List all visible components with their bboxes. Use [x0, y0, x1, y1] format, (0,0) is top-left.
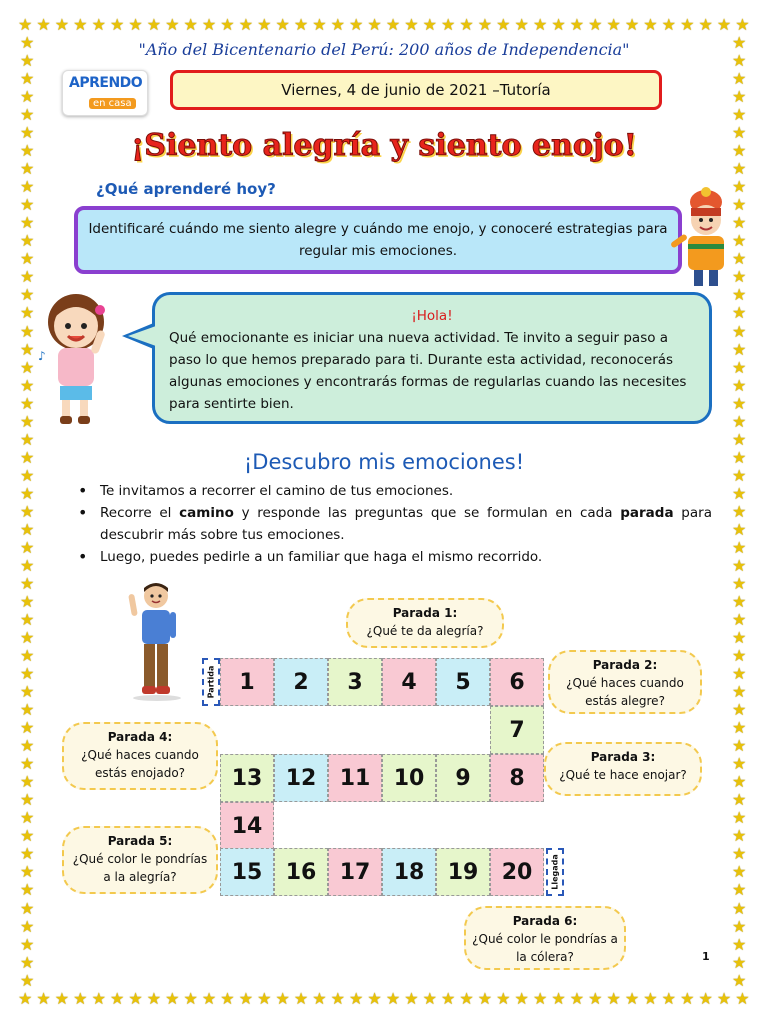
star-icon: ★: [20, 898, 35, 918]
star-icon: ★: [293, 989, 309, 1008]
star-icon: ★: [20, 303, 35, 323]
instruction-text: y responde las preguntas que se formulan en cada: [233, 505, 621, 521]
star-icon: ★: [257, 15, 272, 34]
star-icon: ★: [732, 646, 747, 666]
star-icon: ★: [732, 213, 747, 233]
star-icon: ★: [20, 682, 35, 702]
star-icon: ★: [20, 700, 35, 720]
board-cell: 11: [328, 754, 382, 802]
star-icon: ★: [588, 989, 603, 1008]
stop-question: ¿Qué te hace enojar?: [559, 768, 687, 782]
star-icon: ★: [551, 989, 566, 1008]
national-motto: "Año del Bicentenario del Perú: 200 años de Independencia": [138, 40, 630, 59]
section-title: ¡Descubro mis emociones!: [243, 450, 525, 474]
star-icon: ★: [551, 15, 566, 34]
star-icon: ★: [404, 15, 419, 34]
board-cell: 4: [382, 658, 436, 706]
star-icon: ★: [20, 952, 35, 972]
stop-title: Parada 3:: [590, 750, 656, 764]
star-icon: ★: [20, 285, 35, 305]
star-icon: ★: [73, 989, 88, 1008]
star-icon: ★: [20, 610, 35, 629]
stop-title: Parada 1:: [392, 606, 458, 620]
speech-bubble-tail-inner: [128, 326, 156, 346]
star-icon: ★: [732, 105, 747, 125]
board-cell: 15: [220, 848, 274, 896]
stop-6-bubble: [464, 906, 626, 970]
page-title: ¡Siento alegría y siento enojo!: [131, 128, 637, 163]
stop-5-bubble: [62, 826, 218, 894]
star-icon: ★: [20, 447, 35, 467]
star-icon: ★: [20, 664, 35, 684]
star-icon: ★: [732, 51, 747, 71]
star-icon: ★: [20, 159, 35, 179]
star-icon: ★: [643, 15, 658, 34]
star-icon: ★: [606, 989, 621, 1008]
star-icon: ★: [367, 15, 382, 34]
star-icon: ★: [732, 790, 747, 810]
board-cell: 1: [220, 658, 274, 706]
star-icon: ★: [20, 339, 35, 359]
star-icon: ★: [20, 808, 35, 828]
star-icon: ★: [732, 123, 747, 143]
girl-illustration-icon: [34, 290, 124, 426]
star-icon: ★: [732, 501, 747, 521]
instruction-bold-camino: camino: [179, 505, 234, 521]
star-icon: ★: [109, 989, 125, 1008]
star-icon: ★: [732, 700, 747, 720]
star-icon: ★: [54, 989, 70, 1008]
star-icon: ★: [732, 844, 747, 864]
board-cell: 3: [328, 658, 382, 706]
star-icon: ★: [732, 862, 747, 882]
star-icon: ★: [732, 87, 747, 107]
star-icon: ★: [732, 934, 747, 954]
star-icon: ★: [20, 141, 35, 161]
star-icon: ★: [146, 989, 162, 1008]
star-border-left: [20, 34, 34, 990]
page-number: 1: [702, 950, 710, 963]
star-icon: ★: [735, 989, 750, 1008]
star-icon: ★: [20, 537, 35, 557]
star-icon: ★: [569, 15, 585, 34]
star-icon: ★: [293, 15, 309, 34]
star-icon: ★: [532, 15, 548, 34]
star-icon: ★: [732, 33, 747, 52]
stop-title: Parada 2:: [592, 658, 658, 672]
star-icon: ★: [20, 862, 35, 882]
star-icon: ★: [385, 989, 401, 1008]
star-icon: ★: [496, 15, 511, 34]
board-cell: 9: [436, 754, 490, 802]
instruction-item: [76, 480, 712, 502]
star-icon: ★: [732, 177, 747, 197]
star-icon: ★: [312, 15, 327, 34]
start-marker: [202, 658, 220, 706]
star-icon: ★: [20, 790, 35, 810]
instructions-list: [76, 480, 712, 568]
star-icon: ★: [20, 69, 35, 89]
star-icon: ★: [732, 718, 747, 738]
star-icon: ★: [732, 231, 747, 251]
star-icon: ★: [165, 989, 180, 1008]
star-icon: ★: [732, 447, 747, 467]
star-icon: ★: [735, 15, 750, 34]
stop-question: ¿Qué haces cuando estás alegre?: [566, 676, 684, 708]
star-icon: ★: [732, 267, 747, 287]
star-icon: ★: [312, 989, 327, 1008]
star-icon: ★: [20, 357, 35, 377]
star-icon: ★: [20, 375, 35, 395]
star-icon: ★: [20, 213, 35, 233]
aprendo-en-casa-logo: [62, 70, 148, 116]
star-border-top: [18, 16, 750, 34]
star-icon: ★: [732, 375, 747, 395]
star-icon: ★: [440, 15, 456, 34]
board-cell: 19: [436, 848, 490, 896]
board-cell: 6: [490, 658, 544, 706]
instruction-text: Luego, puedes pedirle a un familiar que haga el mismo recorrido.: [100, 549, 543, 565]
star-icon: ★: [422, 989, 437, 1008]
star-icon: ★: [732, 591, 747, 611]
star-icon: ★: [732, 69, 747, 89]
star-icon: ★: [238, 15, 254, 34]
star-icon: ★: [20, 483, 35, 503]
star-icon: ★: [732, 339, 747, 359]
instruction-text: Recorre el: [100, 505, 180, 521]
star-icon: ★: [732, 952, 747, 972]
star-icon: ★: [385, 15, 401, 34]
star-icon: ★: [20, 177, 35, 197]
board-cell: 8: [490, 754, 544, 802]
board-cell: 14: [220, 802, 274, 850]
board-cell: 10: [382, 754, 436, 802]
star-icon: ★: [459, 989, 474, 1008]
kid-illustration-icon: [660, 186, 752, 290]
star-icon: ★: [20, 646, 35, 666]
star-icon: ★: [716, 989, 732, 1008]
star-icon: ★: [732, 483, 747, 503]
stop-title: Parada 4:: [107, 730, 173, 744]
star-icon: ★: [698, 989, 713, 1008]
star-icon: ★: [20, 249, 35, 269]
board-cell: 7: [490, 706, 544, 754]
star-icon: ★: [532, 989, 548, 1008]
greeting-hello: ¡Hola!: [411, 308, 453, 324]
star-icon: ★: [569, 989, 585, 1008]
star-icon: ★: [732, 411, 747, 431]
star-icon: ★: [220, 989, 235, 1008]
star-icon: ★: [698, 15, 713, 34]
star-icon: ★: [20, 880, 35, 900]
star-icon: ★: [732, 826, 747, 846]
stop-3-bubble: [544, 742, 702, 796]
star-icon: ★: [732, 682, 747, 702]
star-icon: ★: [624, 15, 640, 34]
logo-sub-text: en casa: [89, 98, 136, 109]
star-icon: ★: [128, 989, 143, 1008]
date-banner: Viernes, 4 de junio de 2021 –Tutoría: [170, 70, 662, 110]
stop-4-bubble: [62, 722, 218, 790]
star-icon: ★: [330, 15, 345, 34]
star-icon: ★: [20, 519, 35, 539]
star-icon: ★: [257, 989, 272, 1008]
star-icon: ★: [220, 15, 235, 34]
star-icon: ★: [146, 15, 162, 34]
star-icon: ★: [732, 249, 747, 269]
star-icon: ★: [732, 880, 747, 900]
star-icon: ★: [680, 15, 695, 34]
star-icon: ★: [459, 15, 474, 34]
star-icon: ★: [20, 501, 35, 521]
logo-main-text: APRENDO: [69, 75, 143, 91]
star-icon: ★: [20, 411, 35, 431]
stop-2-bubble: [548, 650, 702, 714]
instruction-text: para descubrir más sobre tus emociones.: [100, 505, 712, 543]
star-icon: ★: [20, 267, 35, 287]
star-icon: ★: [732, 393, 747, 413]
star-icon: ★: [349, 989, 364, 1008]
star-border-bottom: [18, 990, 750, 1008]
board-cell: 5: [436, 658, 490, 706]
stop-question: ¿Qué color le pondrías a la cólera?: [472, 932, 618, 964]
star-icon: ★: [606, 15, 621, 34]
star-icon: ★: [20, 555, 35, 575]
star-icon: ★: [201, 989, 217, 1008]
star-icon: ★: [732, 303, 747, 323]
star-icon: ★: [732, 916, 747, 936]
instruction-item: [76, 546, 712, 568]
board-cell: 20: [490, 848, 544, 896]
svg-text:♪: ♪: [38, 349, 46, 363]
stop-question: ¿Qué color le pondrías a la alegría?: [72, 852, 208, 884]
star-icon: ★: [732, 610, 747, 629]
boy-illustration-icon: [124, 580, 190, 704]
star-icon: ★: [128, 15, 143, 34]
star-icon: ★: [732, 141, 747, 161]
star-icon: ★: [20, 123, 35, 143]
star-icon: ★: [732, 736, 747, 756]
star-icon: ★: [183, 989, 198, 1008]
board-cell: 16: [274, 848, 328, 896]
star-icon: ★: [661, 15, 677, 34]
star-icon: ★: [20, 429, 35, 449]
star-icon: ★: [20, 105, 35, 125]
star-icon: ★: [165, 15, 180, 34]
star-icon: ★: [732, 321, 747, 341]
star-icon: ★: [20, 393, 35, 413]
stop-question: ¿Qué haces cuando estás enojado?: [81, 748, 199, 780]
star-icon: ★: [20, 87, 35, 107]
board-cell: 17: [328, 848, 382, 896]
stop-1-bubble: [346, 598, 504, 648]
star-icon: ★: [20, 934, 35, 954]
star-icon: ★: [422, 15, 437, 34]
board-cell: 18: [382, 848, 436, 896]
star-icon: ★: [18, 15, 33, 34]
star-icon: ★: [732, 159, 747, 179]
star-icon: ★: [91, 15, 106, 34]
star-icon: ★: [732, 357, 747, 377]
star-icon: ★: [275, 989, 290, 1008]
star-icon: ★: [20, 772, 35, 792]
star-icon: ★: [20, 195, 35, 215]
star-icon: ★: [588, 15, 603, 34]
star-icon: ★: [732, 195, 747, 215]
star-icon: ★: [732, 429, 747, 449]
star-icon: ★: [20, 573, 35, 593]
star-icon: ★: [20, 970, 35, 990]
star-icon: ★: [73, 15, 88, 34]
finish-label: Llegada: [550, 854, 560, 890]
star-icon: ★: [36, 15, 51, 34]
star-icon: ★: [496, 989, 511, 1008]
star-icon: ★: [440, 989, 456, 1008]
star-icon: ★: [732, 519, 747, 539]
star-icon: ★: [20, 231, 35, 251]
greeting-speech-bubble: [152, 292, 712, 424]
star-icon: ★: [183, 15, 198, 34]
star-icon: ★: [20, 826, 35, 846]
star-icon: ★: [20, 628, 35, 648]
star-icon: ★: [20, 916, 35, 936]
star-icon: ★: [20, 51, 35, 71]
star-icon: ★: [680, 989, 695, 1008]
star-icon: ★: [20, 33, 35, 52]
star-icon: ★: [20, 754, 35, 774]
star-icon: ★: [732, 537, 747, 557]
star-icon: ★: [54, 15, 70, 34]
board-cell: 13: [220, 754, 274, 802]
instruction-text: Te invitamos a recorrer el camino de tus emociones.: [100, 483, 454, 499]
star-icon: ★: [91, 989, 106, 1008]
star-icon: ★: [238, 989, 254, 1008]
stop-question: ¿Qué te da alegría?: [366, 624, 484, 638]
star-icon: ★: [661, 989, 677, 1008]
star-icon: ★: [732, 808, 747, 828]
star-icon: ★: [732, 754, 747, 774]
finish-marker: [546, 848, 564, 896]
star-icon: ★: [624, 989, 640, 1008]
star-icon: ★: [109, 15, 125, 34]
star-icon: ★: [20, 844, 35, 864]
learning-question: ¿Qué aprenderé hoy?: [96, 180, 276, 198]
star-icon: ★: [732, 465, 747, 485]
star-icon: ★: [732, 772, 747, 792]
star-icon: ★: [20, 718, 35, 738]
instruction-bold-parada: parada: [620, 505, 674, 521]
star-icon: ★: [367, 989, 382, 1008]
star-icon: ★: [20, 591, 35, 611]
instruction-item: [76, 502, 712, 546]
board-cell: 12: [274, 754, 328, 802]
star-icon: ★: [732, 628, 747, 648]
star-icon: ★: [404, 989, 419, 1008]
learning-objective-box: Identificaré cuándo me siento alegre y cuándo me enojo, y conoceré estrategias para regular mis emociones.: [74, 206, 682, 274]
star-icon: ★: [36, 989, 51, 1008]
star-icon: ★: [732, 555, 747, 575]
star-icon: ★: [716, 15, 732, 34]
star-icon: ★: [201, 15, 217, 34]
star-border-right: [732, 34, 746, 990]
stop-title: Parada 6:: [512, 914, 578, 928]
star-icon: ★: [477, 15, 493, 34]
star-icon: ★: [732, 898, 747, 918]
star-icon: ★: [18, 989, 33, 1008]
star-icon: ★: [643, 989, 658, 1008]
star-icon: ★: [477, 989, 493, 1008]
stop-title: Parada 5:: [107, 834, 173, 848]
star-icon: ★: [20, 736, 35, 756]
star-icon: ★: [20, 465, 35, 485]
star-icon: ★: [732, 285, 747, 305]
star-icon: ★: [275, 15, 290, 34]
greeting-text: Qué emocionante es iniciar una nueva actividad. Te invito a seguir paso a paso lo que hemos preparado para ti. Durante esta actividad, reconocerás algunas emociones y encontrarás formas de regularlas cuando las necesites para sentirte bien.: [169, 330, 687, 412]
star-icon: ★: [330, 989, 345, 1008]
board-cell: 2: [274, 658, 328, 706]
star-icon: ★: [349, 15, 364, 34]
star-icon: ★: [732, 664, 747, 684]
star-icon: ★: [732, 573, 747, 593]
start-label: Partida: [206, 665, 216, 699]
star-icon: ★: [514, 989, 529, 1008]
star-icon: ★: [20, 321, 35, 341]
star-icon: ★: [732, 970, 747, 990]
star-icon: ★: [514, 15, 529, 34]
